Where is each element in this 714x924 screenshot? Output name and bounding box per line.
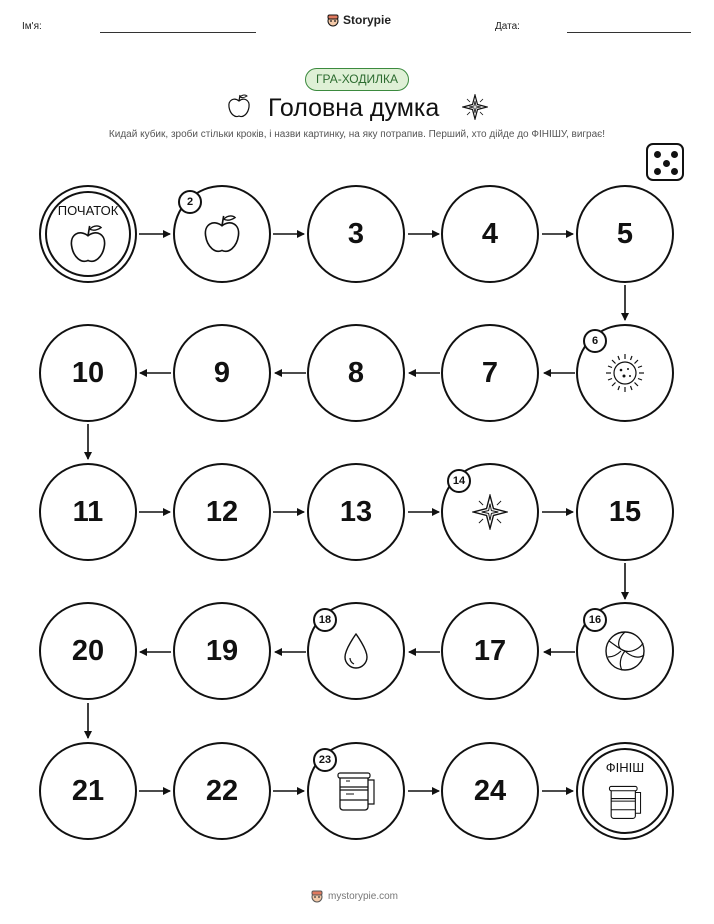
space-number: 12 (205, 495, 239, 528)
space-number: 17 (473, 634, 507, 667)
name-label: Ім'я: (22, 21, 42, 32)
board-space (441, 742, 539, 840)
space-number-tag: 16 (583, 608, 607, 632)
board-space (39, 602, 137, 700)
space-number: 4 (481, 217, 499, 250)
space-number-tag: 23 (313, 748, 337, 772)
footer-url[interactable]: mystorypie.com (328, 890, 399, 902)
page-title: Головна думка (268, 94, 440, 122)
board-space (576, 463, 674, 561)
space-number-tag: 2 (178, 190, 202, 214)
start-label: ПОЧАТОК (57, 203, 119, 218)
space-number: 8 (347, 356, 365, 389)
space-number: 11 (72, 495, 104, 528)
board-space (39, 742, 137, 840)
board-space (173, 602, 271, 700)
storypie-logo-icon (310, 889, 324, 903)
space-number: 15 (608, 495, 642, 528)
sparkle-icon (472, 494, 508, 530)
board-space (39, 463, 137, 561)
board-space (173, 742, 271, 840)
date-label: Дата: (495, 21, 520, 32)
instructions-text: Кидай кубик, зроби стільки кроків, і назви картинку, на яку потрапив. Перший, хто дійде до ФІНІШУ, виграє! (108, 129, 606, 140)
space-number: 3 (347, 217, 365, 250)
space-number: 19 (205, 634, 239, 667)
finish-space (576, 742, 674, 840)
space-number: 21 (71, 774, 105, 807)
board-space (173, 324, 271, 422)
space-number: 20 (71, 634, 105, 667)
space-number-tag: 18 (313, 608, 337, 632)
start-space (39, 185, 137, 283)
footer (310, 889, 398, 903)
finish-label: ФІНІШ (605, 760, 645, 775)
space-number: 10 (71, 356, 105, 389)
apple-icon (66, 221, 110, 267)
space-number: 13 (339, 495, 373, 528)
apple-icon (200, 211, 244, 257)
board-space (441, 602, 539, 700)
space-number: 5 (616, 217, 634, 250)
board-space (441, 324, 539, 422)
board-space (307, 463, 405, 561)
space-number: 22 (205, 774, 239, 807)
board-space (441, 185, 539, 283)
board-space (307, 185, 405, 283)
space-number: 9 (213, 356, 231, 389)
water-drop-icon (341, 631, 371, 671)
board-space (39, 324, 137, 422)
board-space (307, 324, 405, 422)
food-container-icon (606, 782, 644, 822)
game-type-badge: ГРА-ХОДИЛКА (305, 68, 409, 91)
brand-name: Storypie (343, 13, 392, 27)
sun-icon (602, 350, 648, 396)
space-number: 24 (473, 774, 507, 807)
volleyball-icon (603, 629, 647, 673)
board-space (576, 185, 674, 283)
board-space (173, 463, 271, 561)
space-number-tag: 14 (447, 469, 471, 493)
space-number-tag: 6 (583, 329, 607, 353)
space-number: 7 (481, 356, 499, 389)
food-container-icon (334, 768, 378, 814)
